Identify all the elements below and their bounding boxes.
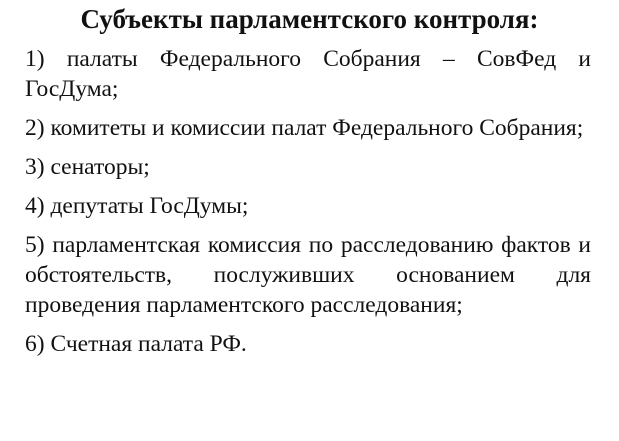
- list-item: 1) палаты Федерального Собрания – СовФед и ГосДума;: [25, 46, 591, 102]
- subjects-list: [25, 44, 591, 368]
- list-item: 6) Счетная палата РФ.: [25, 331, 247, 357]
- slide-title: Субъекты парламентского контроля:: [80, 4, 539, 34]
- list-item: 4) депутаты ГосДумы;: [25, 193, 249, 219]
- list-item: 5) парламентская комиссия по расследованию фактов и обстоятельств, послуживших основанием для проведения парламентского расследования;: [25, 232, 591, 318]
- list-item: 3) сенаторы;: [25, 154, 150, 180]
- list-item: 2) комитеты и комиссии палат Федерального Собрания;: [25, 115, 584, 141]
